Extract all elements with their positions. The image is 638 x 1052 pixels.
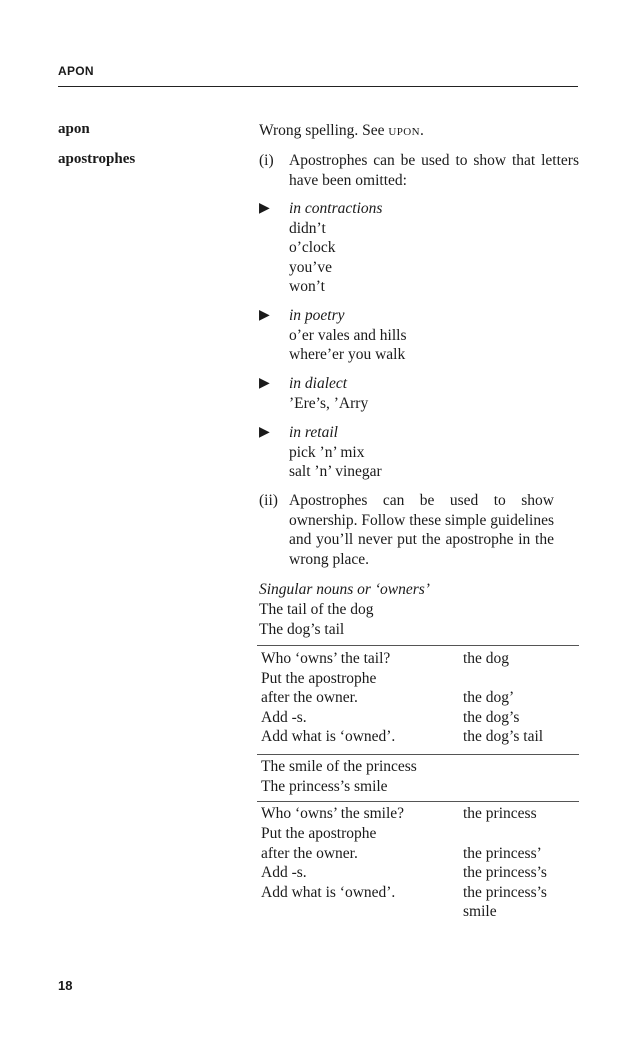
bullet-arrow-icon: ▶ bbox=[259, 201, 270, 216]
table-cell: the dog’s bbox=[463, 708, 520, 726]
table-cell: the dog’s tail bbox=[463, 728, 544, 745]
point-i bbox=[259, 151, 579, 191]
bullet-heading: in poetry bbox=[289, 307, 345, 324]
table-cell: after the owner. bbox=[261, 689, 358, 706]
table-cell: Add -s. bbox=[261, 864, 307, 881]
example-line: The smile of the princess bbox=[261, 758, 417, 775]
example-line: The dog’s tail bbox=[259, 621, 345, 638]
example-line: The tail of the dog bbox=[259, 601, 374, 618]
table-cell: the princess’s bbox=[463, 883, 547, 901]
example-line: ’Ere’s, ’Arry bbox=[289, 394, 369, 412]
table-cell: the princess bbox=[463, 805, 537, 822]
apon-xref: UPON bbox=[388, 126, 420, 138]
bullet-heading: in retail bbox=[289, 424, 338, 441]
table-divider bbox=[257, 801, 579, 802]
header-rule bbox=[58, 86, 578, 87]
example-line: where’er you walk bbox=[289, 346, 406, 363]
headword-apostrophes: apostrophes bbox=[58, 151, 136, 167]
table-cell: Who ‘owns’ the tail? bbox=[261, 650, 391, 667]
point-ii-text: Apostrophes can be used to show ownership. Follow these simple guidelines and you’ll never put the apostrophe in the wrong place. bbox=[289, 492, 554, 568]
bullet-arrow-icon: ▶ bbox=[259, 376, 270, 391]
apon-text: Wrong spelling. See bbox=[259, 122, 389, 139]
bullet-arrow-icon: ▶ bbox=[259, 308, 270, 323]
apon-end: . bbox=[419, 122, 424, 139]
table-cell: the dog’ bbox=[463, 689, 515, 706]
table-cell: Add what is ‘owned’. bbox=[261, 728, 396, 745]
table-cell: the dog bbox=[463, 650, 510, 667]
table-divider bbox=[257, 754, 579, 755]
table-cell: the princess’s bbox=[463, 864, 547, 881]
table-cell: smile bbox=[463, 903, 497, 920]
bullet-heading: in dialect bbox=[289, 375, 348, 392]
bullet-arrow-icon: ▶ bbox=[259, 425, 270, 440]
table-cell: Who ‘owns’ the smile? bbox=[261, 805, 405, 822]
table-cell: Add what is ‘owned’. bbox=[261, 883, 396, 901]
singular-heading: Singular nouns or ‘owners’ bbox=[259, 581, 430, 598]
example-line: o’clock bbox=[289, 239, 336, 256]
table-cell: Put the apostrophe bbox=[261, 669, 377, 687]
apon-definition bbox=[259, 121, 424, 143]
example-line: salt ’n’ vinegar bbox=[289, 463, 382, 480]
point-i-number: (i) bbox=[259, 152, 274, 169]
example-line: pick ’n’ mix bbox=[289, 443, 365, 461]
point-i-text: Apostrophes can be used to show that letters have been omitted: bbox=[289, 152, 579, 189]
example-line: you’ve bbox=[289, 258, 333, 276]
example-line: didn’t bbox=[289, 219, 326, 237]
example-line: The princess’s smile bbox=[261, 777, 388, 795]
table-cell: after the owner. bbox=[261, 844, 358, 862]
running-head: APON bbox=[58, 64, 94, 78]
table-cell: Put the apostrophe bbox=[261, 824, 377, 842]
bullet-heading: in contractions bbox=[289, 200, 383, 217]
point-ii-number: (ii) bbox=[259, 492, 278, 509]
point-ii bbox=[259, 491, 579, 571]
table-cell: the princess’ bbox=[463, 844, 542, 862]
headword-apon: apon bbox=[58, 121, 90, 137]
page-number: 18 bbox=[58, 978, 73, 993]
example-line: o’er vales and hills bbox=[289, 326, 407, 344]
table-cell: Add -s. bbox=[261, 708, 307, 726]
table-divider bbox=[257, 645, 579, 646]
example-line: won’t bbox=[289, 278, 325, 295]
